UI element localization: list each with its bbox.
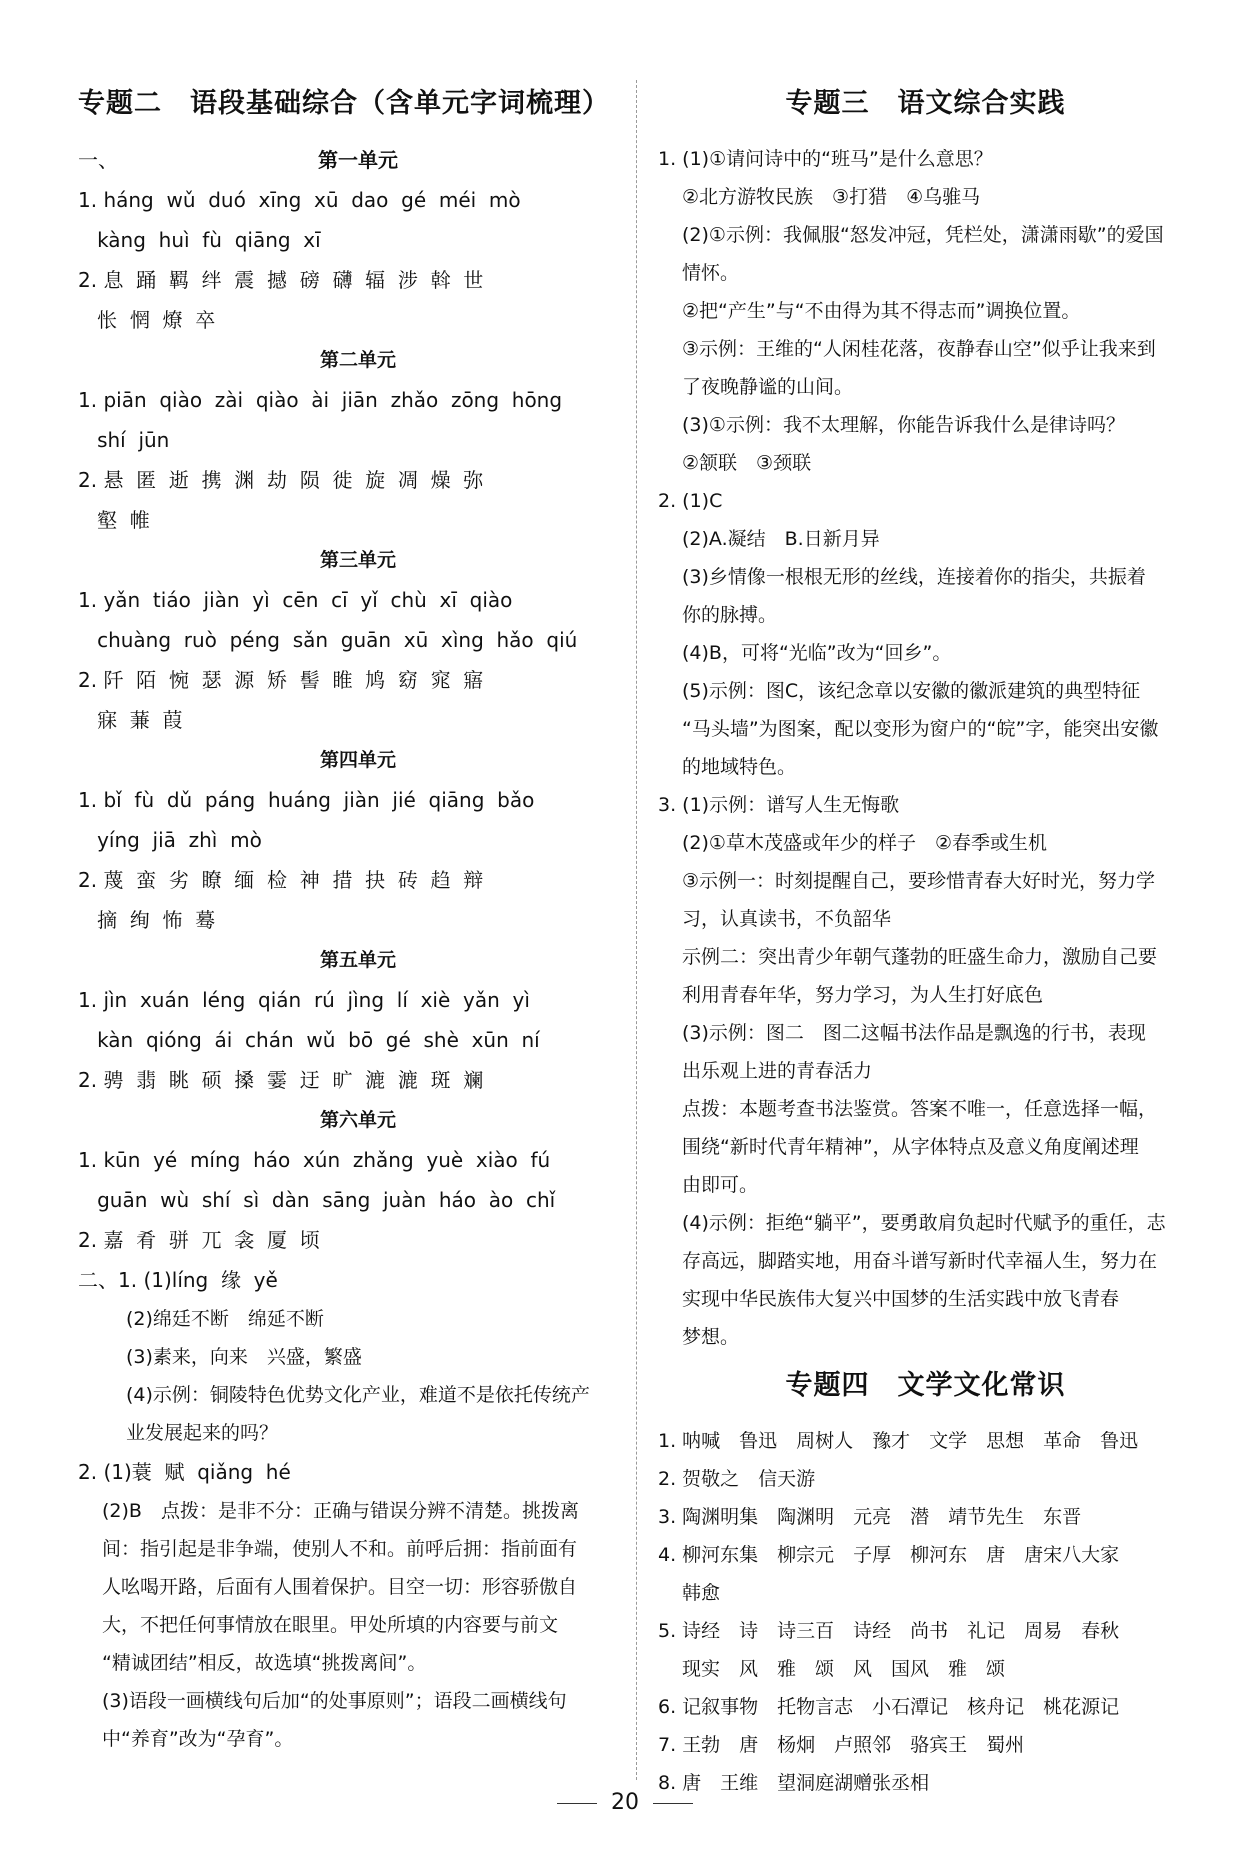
answer-line: (2)B 点拨：是非不分：正确与错误分辨不清楚。挑拨离 xyxy=(102,1500,579,1522)
answer-line: “精诚团结”相反，故选填“挑拨离间”。 xyxy=(102,1652,427,1674)
answer-line: (4)B，可将“光临”改为“回乡”。 xyxy=(682,642,952,664)
answer-line: 了夜晚静谧的山间。 xyxy=(682,376,854,398)
answer-line: 你的脉搏。 xyxy=(682,604,778,626)
answer-line: (3)①示例：我不太理解，你能告诉我什么是律诗吗？ xyxy=(682,414,1125,436)
answer-line: 5. 诗经 诗 诗三百 诗经 尚书 礼记 周易 春秋 xyxy=(658,1620,1120,1642)
answer-line: (2)绵廷不断 绵延不断 xyxy=(126,1308,324,1330)
answer-line: 寐 蒹 葭 xyxy=(78,708,183,732)
answer-line: kàn qióng ái chán wǔ bō gé shè xūn ní xyxy=(78,1028,540,1052)
section-one-header-row xyxy=(78,140,638,180)
unit-title: 第四单元 xyxy=(319,749,396,771)
answer-line: 2. (1)C xyxy=(658,490,723,512)
topic-four-body xyxy=(658,1422,1193,1802)
answer-line: 1. piān qiào zài qiào ài jiān zhǎo zōng hōng xyxy=(78,388,563,412)
answer-line: “马头墙”为图案，配以变形为窗户的“皖”字，能突出安徽 xyxy=(682,718,1159,740)
answer-line: 利用青春年华，努力学习，为人生打好底色 xyxy=(682,984,1044,1006)
answer-line: (3)乡情像一根根无形的丝线，连接着你的指尖，共振着 xyxy=(682,566,1146,588)
topic-three-body xyxy=(658,140,1193,1356)
answer-line: ③示例：王维的“人闲桂花落，夜静春山空”似乎让我来到 xyxy=(682,338,1156,360)
answer-line: 2. 阡 陌 惋 瑟 源 矫 髻 睢 鸠 窈 窕 寤 xyxy=(78,668,484,692)
answer-line: 中“养育”改为“孕育”。 xyxy=(102,1728,294,1750)
answer-line: kàng huì fù qiāng xī xyxy=(78,228,321,252)
answer-line: 2. 骋 翡 眺 硕 搡 霎 迂 旷 漉 漉 斑 斓 xyxy=(78,1068,484,1092)
answer-line: 1. (1)①请问诗中的“班马”是什么意思？ xyxy=(658,148,993,170)
page-number: 20 xyxy=(611,1790,639,1815)
answer-line: (2)①草木茂盛或年少的样子 ②春季或生机 xyxy=(682,832,1047,854)
answer-line: 1. jìn xuán léng qián rú jìng lí xiè yǎn yì xyxy=(78,988,530,1012)
answer-line: 点拨：本题考查书法鉴赏。答案不唯一，任意选择一幅， xyxy=(682,1098,1158,1120)
answer-line: 出乐观上进的青春活力 xyxy=(682,1060,873,1082)
answer-line: 3. 陶渊明集 陶渊明 元亮 潜 靖节先生 东晋 xyxy=(658,1506,1082,1528)
answer-line: yíng jiā zhì mò xyxy=(78,828,262,852)
topic-two-title: 专题二 语段基础综合（含单元字词梳理） xyxy=(78,88,610,119)
answer-line: 摘 绚 怖 蓦 xyxy=(78,908,216,932)
answer-line: ②颔联 ③颈联 xyxy=(682,452,812,474)
footer-dash-right xyxy=(653,1803,693,1804)
page-number-footer xyxy=(0,1790,1250,1815)
answer-line: (5)示例：图C，该纪念章以安徽的徽派建筑的典型特征 xyxy=(682,680,1141,702)
answer-line: ②把“产生”与“不由得为其不得志而”调换位置。 xyxy=(682,300,1081,322)
answer-line: (4)示例：拒绝“躺平”，要勇敢肩负起时代赋予的重任，志 xyxy=(682,1212,1166,1234)
answer-line: 2. (1)蓑 赋 qiǎng hé xyxy=(78,1460,291,1484)
answer-line: 现实 风 雅 颂 风 国风 雅 颂 xyxy=(682,1658,1006,1680)
unit-title: 第三单元 xyxy=(319,549,396,571)
answer-line: (2)①示例：我佩服“怒发冲冠，凭栏处，潇潇雨歇”的爱国 xyxy=(682,224,1164,246)
footer-dash-left xyxy=(557,1803,597,1804)
answer-line: 2. 悬 匿 逝 携 渊 劫 陨 徙 旋 凋 燥 弥 xyxy=(78,468,484,492)
answer-line: (3)语段一画横线句后加“的处事原则”；语段二画横线句 xyxy=(102,1690,567,1712)
section-one-label: 一、 xyxy=(78,148,118,172)
answer-line: chuàng ruò péng sǎn guān xū xìng hǎo qiú xyxy=(78,628,578,652)
answer-line: 2. 贺敬之 信天游 xyxy=(658,1468,816,1490)
answer-line: 7. 王勃 唐 杨炯 卢照邻 骆宾王 蜀州 xyxy=(658,1734,1025,1756)
unit-title: 第五单元 xyxy=(319,949,396,971)
unit-title: 第二单元 xyxy=(319,349,396,371)
answer-line: 业发展起来的吗？ xyxy=(126,1422,279,1444)
left-column xyxy=(78,80,638,1758)
answer-line: 3. (1)示例：谱写人生无悔歌 xyxy=(658,794,900,816)
answer-line: 间：指引起是非争端，使别人不和。前呼后拥：指前面有 xyxy=(102,1538,578,1560)
units-section xyxy=(78,140,638,1260)
section-two xyxy=(78,1260,638,1758)
answer-line: 4. 柳河东集 柳宗元 子厚 柳河东 唐 唐宋八大家 xyxy=(658,1544,1120,1566)
answer-line: 1. bǐ fù dǔ páng huáng jiàn jié qiāng bǎo xyxy=(78,788,535,812)
unit-title: 第一单元 xyxy=(318,148,398,172)
answer-line: 2. 蔑 蛮 劣 瞭 缅 检 神 措 抉 砖 趋 辩 xyxy=(78,868,484,892)
answer-line: 1. háng wǔ duó xīng xū dao gé méi mò xyxy=(78,188,521,212)
right-column xyxy=(658,80,1193,1802)
answer-line: (3)示例：图二 图二这幅书法作品是飘逸的行书，表现 xyxy=(682,1022,1146,1044)
answer-line: 2. 嘉 肴 骈 兀 衾 厦 顷 xyxy=(78,1228,320,1252)
answer-line: (2)A.凝结 B.日新月异 xyxy=(682,528,880,550)
answer-line: 1. kūn yé míng háo xún zhǎng yuè xiào fú xyxy=(78,1148,551,1172)
answer-line: 由即可。 xyxy=(682,1174,759,1196)
answer-line: guān wù shí sì dàn sāng juàn háo ào chǐ xyxy=(78,1188,556,1212)
topic-four-title: 专题四 文学文化常识 xyxy=(785,1370,1066,1401)
answer-line: ②北方游牧民族 ③打猎 ④乌骓马 xyxy=(682,186,981,208)
answer-line: 1. 呐喊 鲁迅 周树人 豫才 文学 思想 革命 鲁迅 xyxy=(658,1430,1139,1452)
answer-line: 大，不把任何事情放在眼里。甲处所填的内容要与前文 xyxy=(102,1614,559,1636)
answer-line: 6. 记叙事物 托物言志 小石潭记 核舟记 桃花源记 xyxy=(658,1696,1120,1718)
answer-line: 壑 帷 xyxy=(78,508,150,532)
answer-line: (3)素来，向来 兴盛，繁盛 xyxy=(126,1346,362,1368)
answer-line: 二、1. (1)líng 缘 yě xyxy=(78,1268,278,1292)
answer-line: 围绕“新时代青年精神”，从字体特点及意义角度阐述理 xyxy=(682,1136,1139,1158)
answer-line: 示例二：突出青少年朝气蓬勃的旺盛生命力，激励自己要 xyxy=(682,946,1158,968)
answer-line: 1. yǎn tiáo jiàn yì cēn cī yǐ chù xī qiào xyxy=(78,588,513,612)
answer-line: ③示例一：时刻提醒自己，要珍惜青春大好时光，努力学 xyxy=(682,870,1156,892)
answer-line: 习，认真读书，不负韶华 xyxy=(682,908,892,930)
answer-line: 梦想。 xyxy=(682,1326,740,1348)
unit-title: 第六单元 xyxy=(319,1109,396,1131)
topic-three-title: 专题三 语文综合实践 xyxy=(785,88,1066,119)
answer-line: 8. 唐 王维 望洞庭湖赠张丞相 xyxy=(658,1772,930,1794)
answer-line: 存高远，脚踏实地，用奋斗谱写新时代幸福人生，努力在 xyxy=(682,1250,1158,1272)
answer-line: 人吆喝开路，后面有人围着保护。目空一切：形容骄傲自 xyxy=(102,1576,578,1598)
answer-line: shí jūn xyxy=(78,428,170,452)
answer-line: 情怀。 xyxy=(682,262,740,284)
answer-line: (4)示例：铜陵特色优势文化产业，难道不是依托传统产 xyxy=(126,1384,590,1406)
answer-line: 的地域特色。 xyxy=(682,756,797,778)
answer-line: 韩愈 xyxy=(682,1582,721,1604)
answer-line: 怅 惘 燎 卒 xyxy=(78,308,216,332)
answer-line: 2. 息 踊 羁 绊 震 撼 磅 礴 辐 涉 斡 世 xyxy=(78,268,484,292)
answer-line: 实现中华民族伟大复兴中国梦的生活实践中放飞青春 xyxy=(682,1288,1120,1310)
